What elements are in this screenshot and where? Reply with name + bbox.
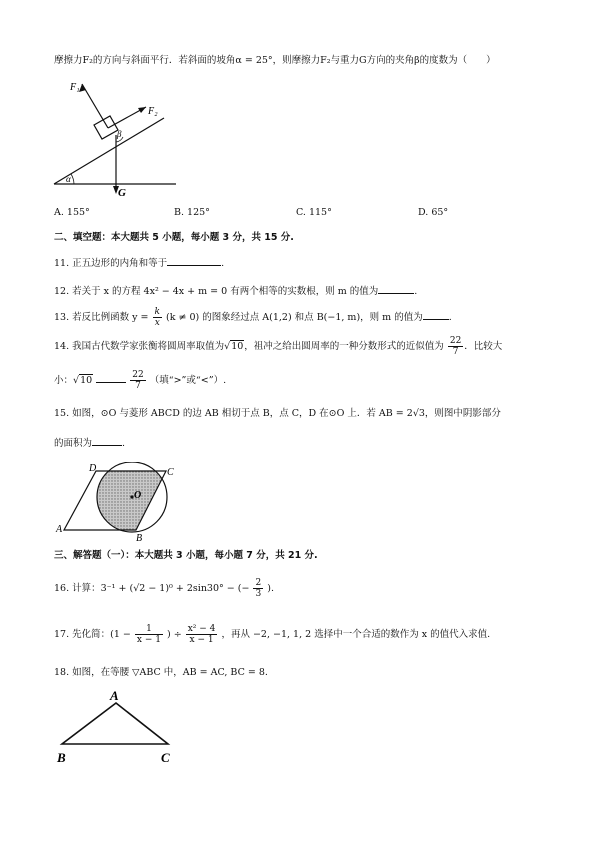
incline-force-diagram — [52, 80, 192, 200]
question-14-text-b: ，祖冲之给出圆周率的一种分数形式的近似值为 — [244, 341, 444, 352]
question-16 — [54, 578, 274, 599]
question-16-text-b: ). — [267, 583, 274, 594]
question-14-text-e: （填“>”或“<”）. — [149, 375, 227, 386]
option-d: D. 65° — [418, 207, 449, 218]
fraction-2-over-3: $\frac{2}{3}$ — [255, 578, 262, 599]
fig2-label-b: B — [136, 533, 143, 542]
question-17-text-a: 17. 先化简：(1 − — [54, 629, 131, 640]
fig2-label-a: A — [56, 524, 63, 535]
q10-text: 摩擦力F₂的方向与斜面平行．若斜面的坡角α = 25°，则摩擦力F₂与重力G方向的夹角β的度数为（ ） — [54, 55, 496, 66]
question-15-text-b: 的面积为 — [54, 438, 93, 449]
circle-rhombus-diagram — [54, 462, 184, 542]
fraction-22-over-7: $\frac{22}{7}$ — [132, 370, 144, 391]
question-17 — [54, 624, 490, 645]
option-c: C. 115° — [296, 207, 332, 218]
question-15-line-2: 的面积为 . — [54, 435, 125, 451]
answer-blank — [167, 255, 221, 266]
question-14-line-2: 小：√10 $\frac{22}{7}$ （填“>”或“<”）. — [54, 370, 227, 391]
fig1-label-beta: β — [117, 129, 122, 139]
question-15-line-1: 15. 如图，⊙O 与菱形 ABCD 的边 AB 相切于点 B，点 C，D 在⊙O 上．若 AB = 2√3，则图中阴影部分 — [54, 408, 501, 419]
question-14-line-1: 14. 我国古代数学家张衡将圆周率取值为√10，祖冲之给出圆周率的一种分数形式的近似值为 $\frac{22}{7}$ ．比较大 — [54, 336, 503, 357]
fig3-label-b: B — [57, 750, 66, 765]
fraction-1-over-x-minus-1: $\frac{1}{x - 1}$ — [136, 624, 161, 645]
sqrt-10: 10 — [231, 341, 244, 352]
fig1-label-g: G — [118, 187, 126, 199]
fig1-label-f1: F₁ — [70, 82, 80, 93]
question-17-text-b: ) ÷ — [167, 629, 182, 640]
answer-blank — [92, 435, 122, 446]
answer-blank — [378, 283, 414, 294]
fig2-label-d: D — [89, 463, 97, 474]
section-2-heading: 二、填空题：本大题共 5 小题，每小题 3 分，共 15 分. — [54, 232, 294, 243]
question-18: 18. 如图，在等腰 ▽ABC 中，AB = AC, BC = 8. — [54, 667, 268, 678]
question-14-text-a: 14. 我国古代数学家张衡将圆周率取值为 — [54, 341, 225, 352]
section-3-heading: 三、解答题（一）：本大题共 3 小题，每小题 7 分，共 21 分. — [54, 550, 318, 561]
fig3-label-a: A — [110, 688, 119, 703]
question-12-text: 12. 若关于 x 的方程 4x² − 4x + m = 0 有两个相等的实数根，则 m 的值为 — [54, 286, 379, 297]
answer-blank — [96, 372, 126, 383]
fraction-22-over-7: $\frac{22}{7}$ — [449, 336, 462, 357]
option-a: A. 155° — [54, 207, 90, 218]
fig1-label-f2: F₂ — [148, 106, 158, 117]
answer-blank — [423, 309, 449, 320]
fig1-label-alpha: α — [66, 174, 71, 184]
question-16-text-a: 16. 计算：3⁻¹ + (√2 − 1)⁰ + 2sin30° − (− — [54, 583, 250, 594]
question-11: 11. 正五边形的内角和等于 . — [54, 255, 224, 271]
fig3-label-c: C — [161, 750, 170, 765]
fig2-label-o: O — [134, 490, 142, 501]
option-b: B. 125° — [174, 207, 210, 218]
question-11-text: 11. 正五边形的内角和等于 — [54, 258, 168, 269]
question-13-text-a: 13. 若反比例函数 y = — [54, 312, 149, 323]
question-12: 12. 若关于 x 的方程 4x² − 4x + m = 0 有两个相等的实数根，则 m 的值为 . — [54, 283, 417, 299]
fraction-k-over-x: $\frac{k}{x}$ — [154, 307, 160, 328]
question-14-text-d: 小： — [54, 375, 74, 386]
question-14-text-c: ．比较大 — [464, 341, 503, 352]
isosceles-triangle-diagram — [54, 686, 184, 766]
question-13: 13. 若反比例函数 y = $\frac{k}{x}$ (k ≠ 0) 的图象经过点 A(1,2) 和点 B(−1, m)，则 m 的值为 . — [54, 307, 452, 328]
question-17-text-c: ，再从 −2, −1, 1, 2 选择中一个合适的数作为 x 的值代入求值. — [221, 629, 491, 640]
question-13-text-b: (k ≠ 0) 的图象经过点 A(1,2) 和点 B(−1, m)，则 m 的值为 — [166, 312, 423, 323]
fraction-x2-minus-4-over-x-minus-1: $\frac{\text{x² − 4}}{x - 1}$ — [187, 624, 216, 645]
fig2-label-c: C — [167, 467, 174, 478]
